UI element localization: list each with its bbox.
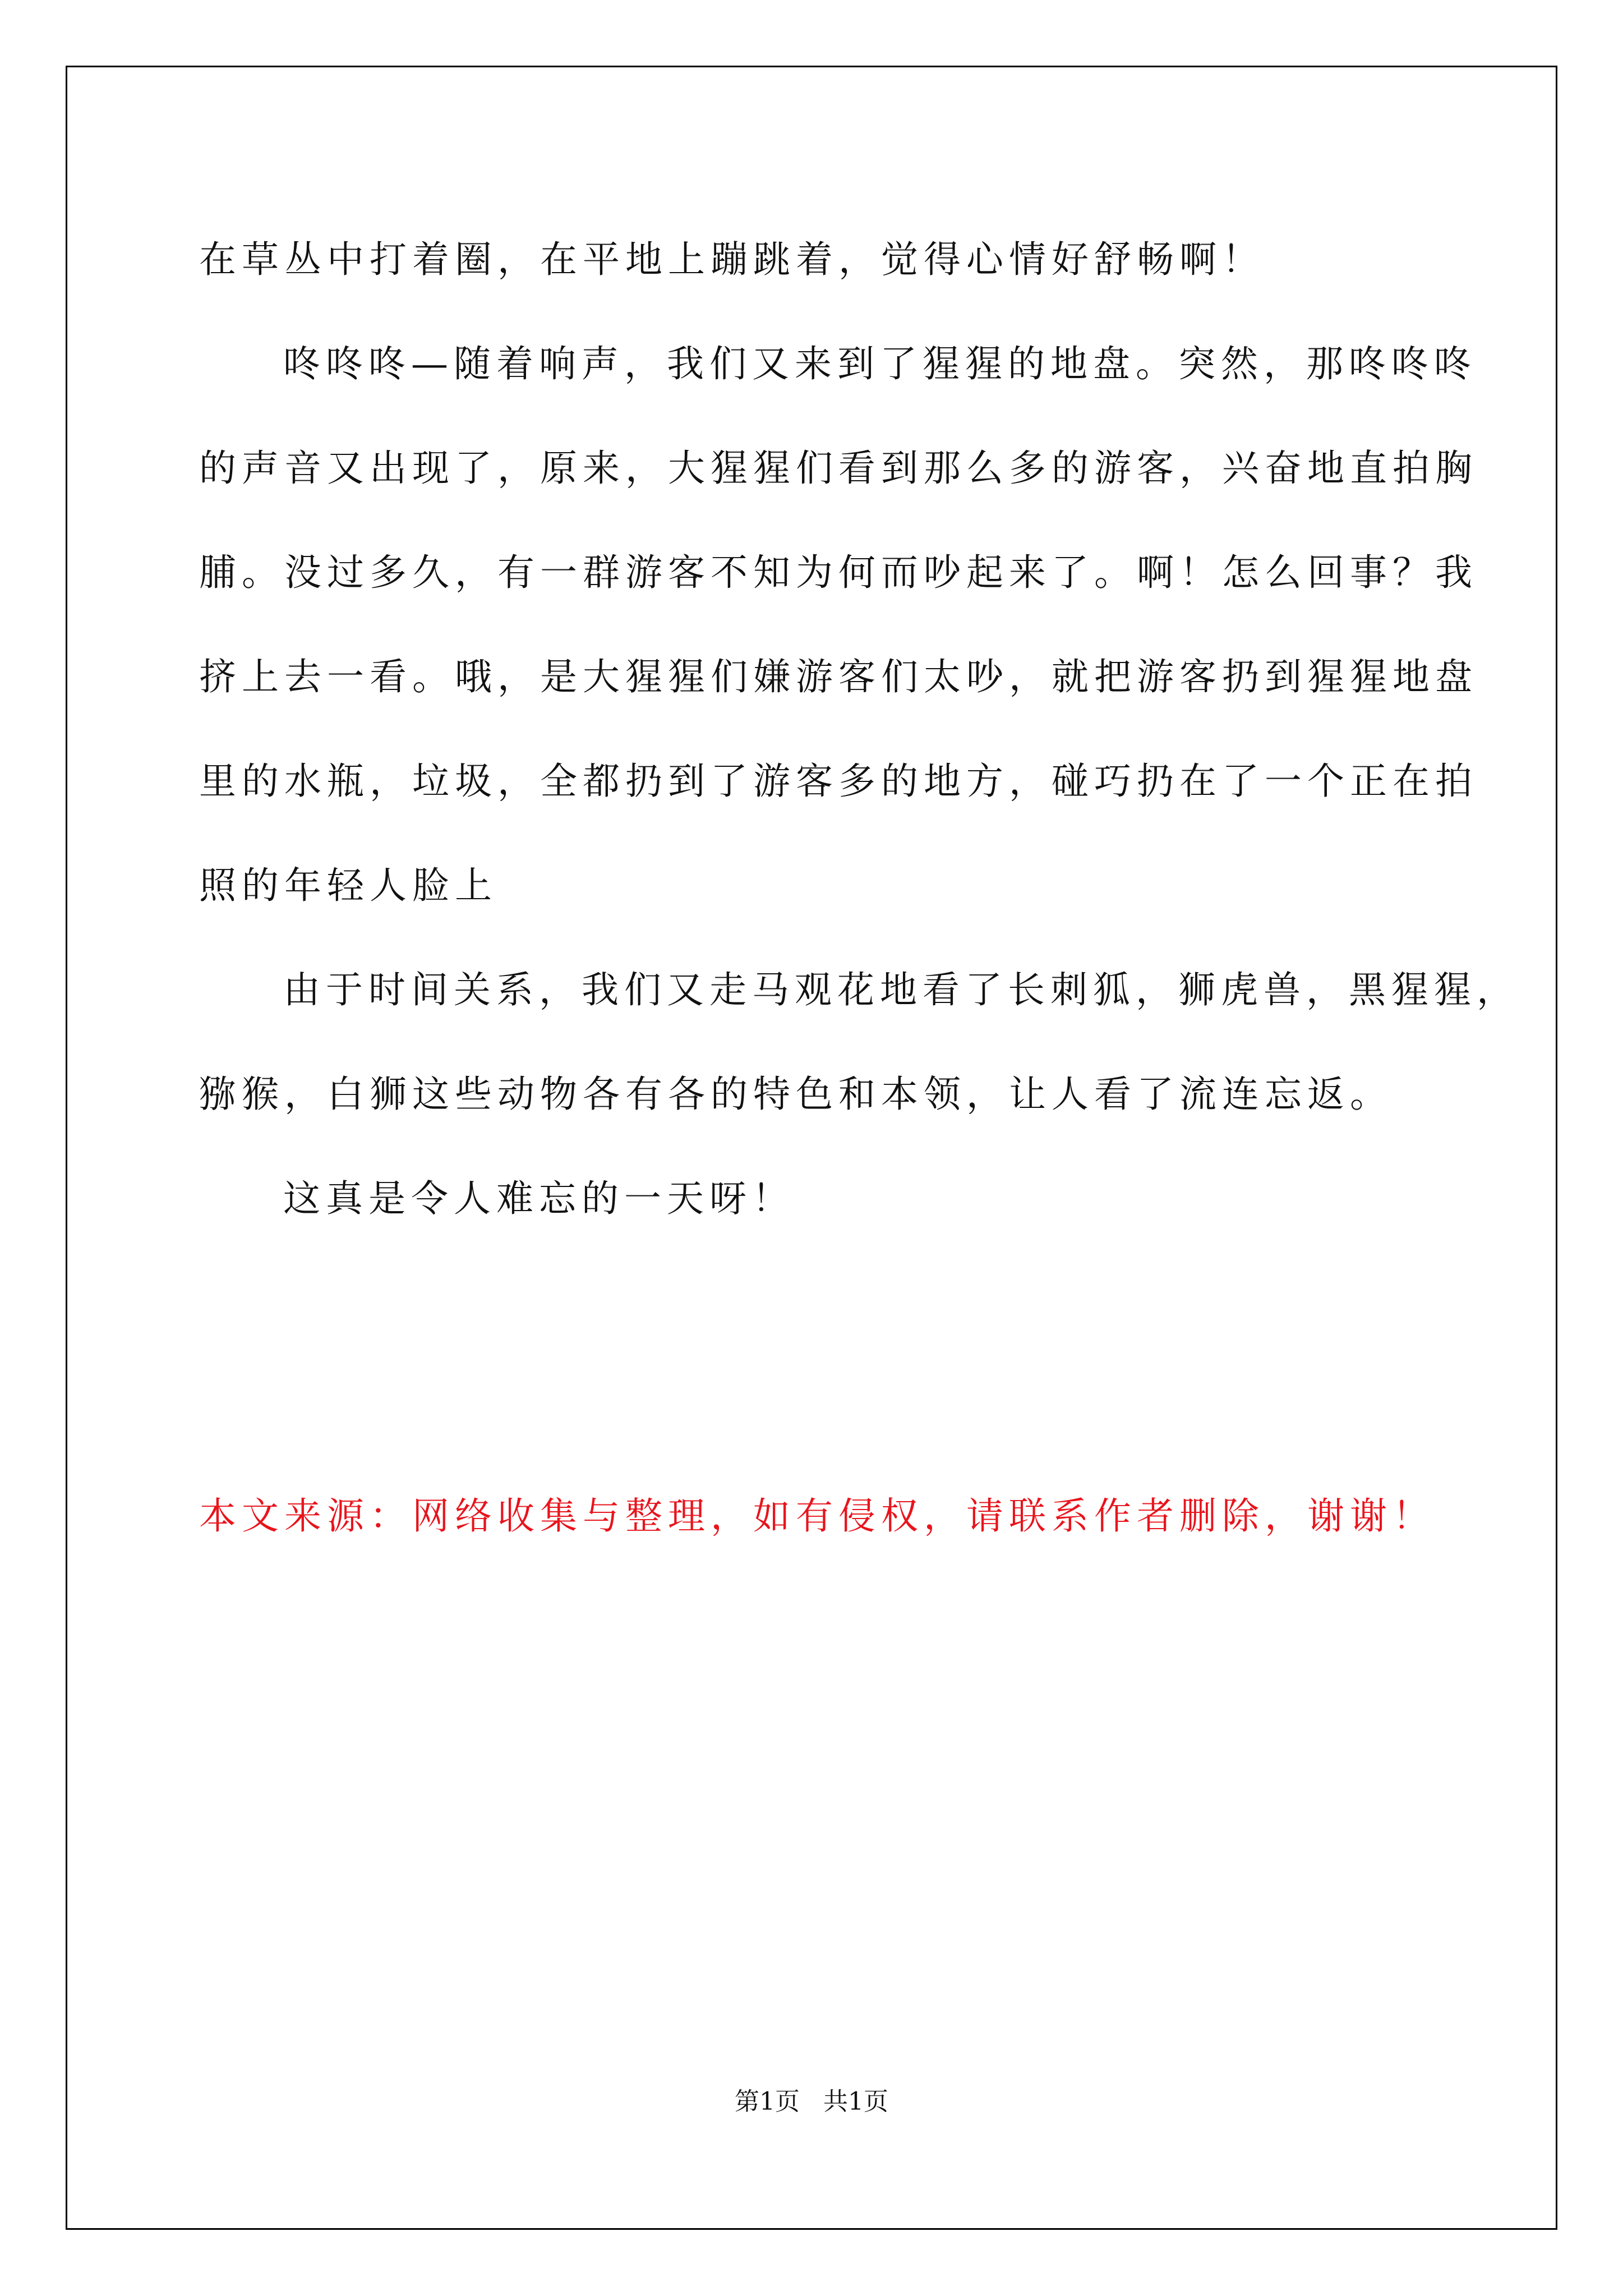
text-line-5: 挤上去一看。哦，是大猩猩们嫌游客们太吵，就把游客扔到猩猩地盘 xyxy=(199,655,1478,698)
source-note: 本文来源：网络收集与整理，如有侵权，请联系作者删除，谢谢！ xyxy=(199,1494,1435,1538)
text-line-1: 在草丛中打着圈，在平地上蹦跳着，觉得心情好舒畅啊！ xyxy=(199,238,1265,281)
document-body xyxy=(199,208,1519,1251)
text-line-9: 猕猴，白狮这些动物各有各的特色和本领，让人看了流连忘返。 xyxy=(199,1073,1393,1116)
page-footer: 第1页 共1页 xyxy=(735,2087,888,2116)
text-line-8: 由于时间关系，我们又走马观花地看了长刺狐，狮虎兽，黑猩猩， xyxy=(283,968,1519,1011)
text-line-7: 照的年轻人脸上 xyxy=(199,864,497,907)
text-line-10: 这真是令人难忘的一天呀！ xyxy=(283,1177,795,1220)
text-line-3: 的声音又出现了，原来，大猩猩们看到那么多的游客，兴奋地直拍胸 xyxy=(199,447,1478,490)
text-line-6: 里的水瓶，垃圾，全都扔到了游客多的地方，碰巧扔在了一个正在拍 xyxy=(199,760,1478,803)
text-line-2: 咚咚咚—随着响声，我们又来到了猩猩的地盘。突然，那咚咚咚 xyxy=(283,342,1477,385)
text-line-4: 脯。没过多久，有一群游客不知为何而吵起来了。啊！怎么回事？我 xyxy=(199,551,1478,594)
